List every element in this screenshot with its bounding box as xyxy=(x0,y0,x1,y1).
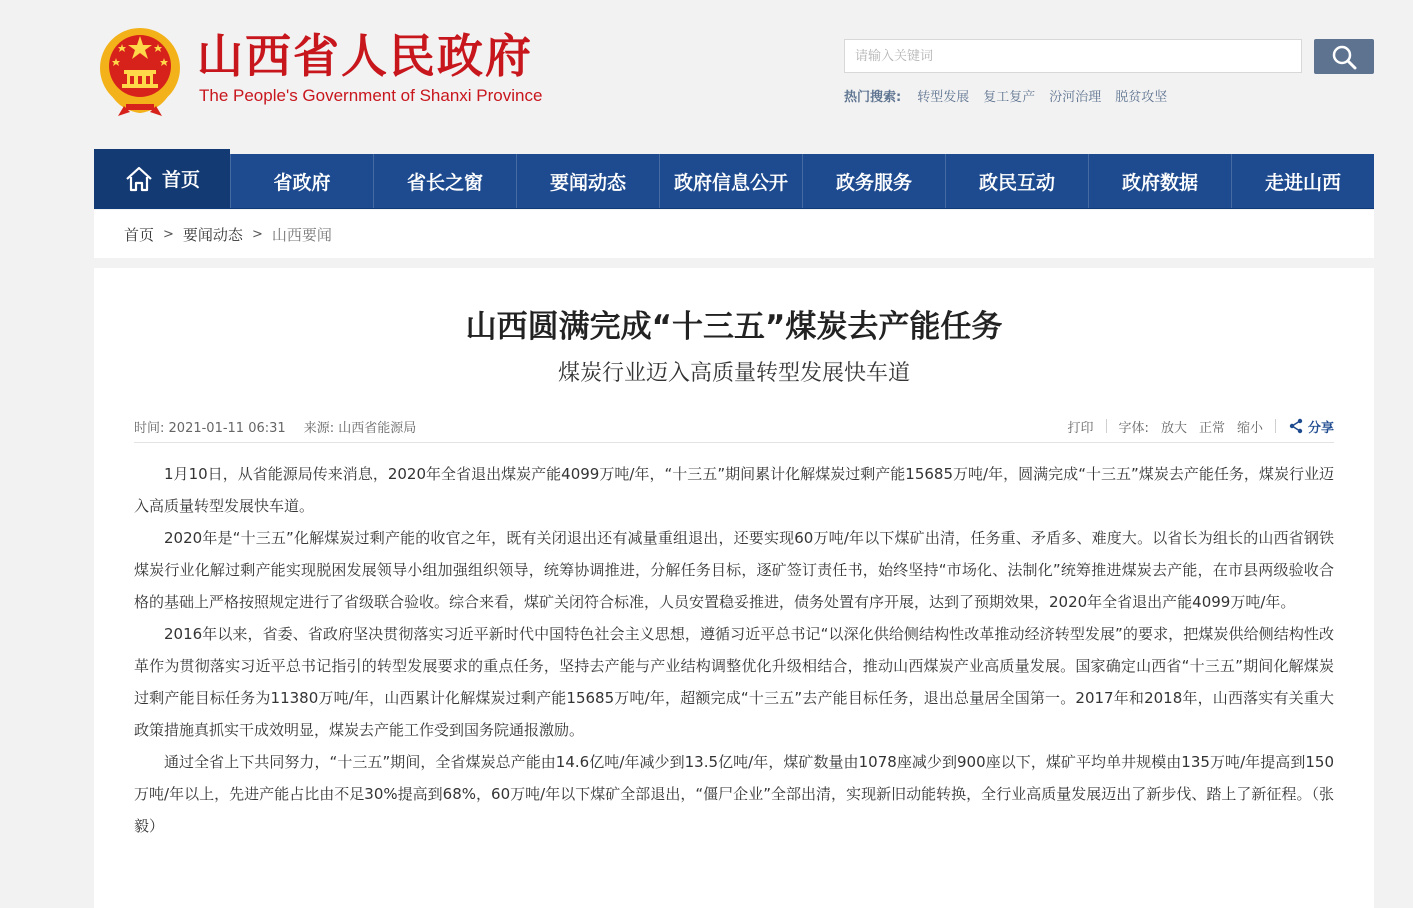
article-paragraph: 1月10日，从省能源局传来消息，2020年全省退出煤炭产能4099万吨/年，“十三五”期间累计化解煤炭过剩产能15685万吨/年，圆满完成“十三五”煤炭去产能任务，煤炭行业迈入高质量转型发展快车道。 xyxy=(134,465,1334,515)
site-title: 山西省人民政府 xyxy=(197,29,533,83)
share-button[interactable] xyxy=(1288,417,1334,436)
article-subtitle: 煤炭行业迈入高质量转型发展快车道 xyxy=(557,361,910,386)
article-paragraph: 2020年是“十三五”化解煤炭过剩产能的收官之年，既有关闭退出还有减量重组退出，还要实现60万吨/年以下煤矿出清，任务重、矛盾多、难度大。以省长为组长的山西省钢铁煤炭行业化解过剩产能实现脱困发展领导小组加强组织领导，统筹协调推进，分解任务目标，逐矿签订责任书，始终坚持“市场化、法制化”统筹推进煤炭去产能，在市县两级验收合格的基础上严格按照规定进行了省级联合验收。综合来看，煤矿关闭符合标准，人员安置稳妥推进，债务处置有序开展，达到了预期效果，2020年全省退出产能4099万吨/年。 xyxy=(134,529,1334,611)
divider xyxy=(1275,419,1276,433)
source-label: 来源: xyxy=(303,420,335,436)
nav-item-home[interactable] xyxy=(94,149,230,208)
nav-item-info-disclosure[interactable]: 政府信息公开 xyxy=(659,154,802,208)
hot-search xyxy=(844,86,1167,105)
breadcrumb xyxy=(94,210,1374,258)
hot-search-label: 热门搜索: xyxy=(844,90,902,105)
font-size-label: 字体: xyxy=(1118,420,1149,436)
nav-item-services[interactable]: 政务服务 xyxy=(802,154,945,208)
source-value: 山西省能源局 xyxy=(338,420,417,436)
font-large-button[interactable]: 放大 xyxy=(1160,420,1187,436)
font-small-button[interactable]: 缩小 xyxy=(1236,420,1263,436)
site-subtitle: The People's Government of Shanxi Province xyxy=(199,86,543,105)
hot-search-term[interactable]: 汾河治理 xyxy=(1049,90,1102,105)
breadcrumb-current[interactable]: 山西要闻 xyxy=(271,225,332,244)
article-meta xyxy=(134,414,1334,438)
article-body xyxy=(134,458,1334,842)
hot-search-term[interactable]: 转型发展 xyxy=(917,90,970,105)
time-value: 2021-01-11 06:31 xyxy=(168,420,286,436)
article xyxy=(94,268,1374,908)
share-icon xyxy=(1288,418,1304,434)
article-title: 山西圆满完成“十三五”煤炭去产能任务 xyxy=(465,309,1003,345)
print-button[interactable]: 打印 xyxy=(1067,420,1094,436)
site-header xyxy=(0,0,1413,150)
hot-search-term[interactable]: 复工复产 xyxy=(983,90,1036,105)
nav-item-news[interactable]: 要闻动态 xyxy=(516,154,659,208)
main-nav xyxy=(94,154,1374,209)
nav-item-label: 首页 xyxy=(161,169,200,191)
breadcrumb-separator: > xyxy=(251,226,263,242)
font-normal-button[interactable]: 正常 xyxy=(1198,420,1225,436)
breadcrumb-news[interactable]: 要闻动态 xyxy=(182,225,243,244)
hot-search-term[interactable]: 脱贫攻坚 xyxy=(1115,90,1168,105)
nav-item-data[interactable]: 政府数据 xyxy=(1088,154,1231,208)
nav-item-provincial-government[interactable]: 省政府 xyxy=(230,154,373,208)
nav-item-governor-window[interactable]: 省长之窗 xyxy=(373,154,516,208)
article-source xyxy=(304,417,417,436)
time-label: 时间: xyxy=(134,420,165,436)
publish-time xyxy=(134,417,286,436)
breadcrumb-home[interactable]: 首页 xyxy=(124,225,155,244)
search-icon xyxy=(1331,44,1357,70)
nav-item-interaction[interactable]: 政民互动 xyxy=(945,154,1088,208)
breadcrumb-separator: > xyxy=(163,226,174,242)
home-icon xyxy=(124,166,154,192)
divider xyxy=(1106,419,1107,433)
nav-item-about-shanxi[interactable]: 走进山西 xyxy=(1231,154,1374,208)
meta-divider xyxy=(134,442,1334,443)
search-input[interactable] xyxy=(844,39,1302,73)
article-paragraph: 通过全省上下共同努力，“十三五”期间，全省煤炭总产能由14.6亿吨/年减少到13.5亿吨/年，煤矿数量由1078座减少到900座以下，煤矿平均单井规模由135万吨/年提高到150万吨/年以上，先进产能占比由不足30%提高到68%，60万吨/年以下煤矿全部退出，“僵尸企业”全部出清，实现新旧动能转换，全行业高质量发展迈出了新步伐、踏上了新征程。（张毅） xyxy=(134,753,1334,835)
article-paragraph: 2016年以来，省委、省政府坚决贯彻落实习近平新时代中国特色社会主义思想，遵循习近平总书记“以深化供给侧结构性改革推动经济转型发展”的要求，把煤炭供给侧结构性改革作为贯彻落实习近平总书记指引的转型发展要求的重点任务，坚持去产能与产业结构调整优化升级相结合，推动山西煤炭产业高质量发展。国家确定山西省“十三五”期间化解煤炭过剩产能目标任务为11380万吨/年，山西累计化解煤炭过剩产能15685万吨/年，超额完成“十三五”去产能目标任务，退出总量居全国第一。2017年和2018年，山西落实有关重大政策措施真抓实干成效明显，煤炭去产能工作受到国务院通报激励。 xyxy=(134,625,1334,739)
search-button[interactable] xyxy=(1314,39,1374,74)
share-label: 分享 xyxy=(1307,420,1334,436)
national-emblem-icon xyxy=(94,22,186,118)
